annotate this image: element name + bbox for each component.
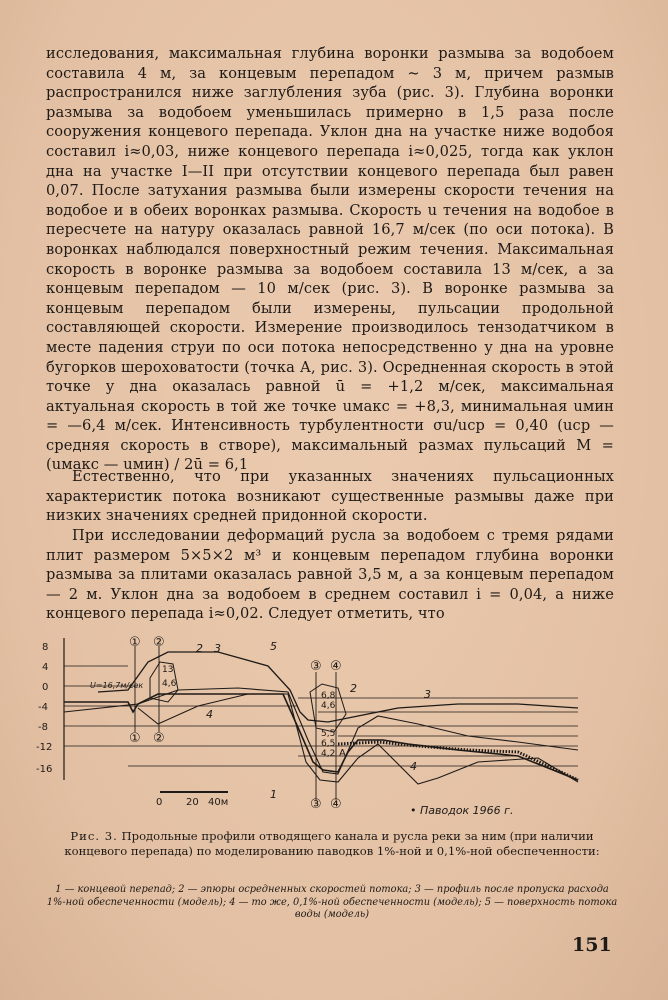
curve-label-4: 4: [206, 708, 213, 721]
value-label: 6,5: [321, 739, 336, 749]
y-tick-label: 0: [42, 682, 49, 693]
value-label: 6,8: [321, 691, 336, 701]
section-label-2: ②: [153, 731, 165, 746]
scale-label: 40м: [208, 797, 229, 808]
curve-label-3: 3: [214, 642, 221, 655]
value-label: 4,6: [321, 701, 336, 711]
curve-label-2: 2: [350, 682, 357, 695]
y-tick-label: -12: [36, 742, 53, 753]
value-label: 4,2: [321, 749, 336, 759]
body-paragraph-2: Естественно, что при указанных значениях пульсационных характеристик потока возникают существенные размывы даже при низких значениях средней придонной скорости.: [46, 468, 614, 525]
curve-label-5: 5: [270, 640, 277, 653]
section-label-1: ①: [129, 731, 141, 746]
section-label-3: ③: [310, 797, 322, 812]
curve-label-4: 4: [410, 760, 417, 773]
scale-label: 20: [186, 797, 199, 808]
y-tick-label: 8: [42, 642, 49, 653]
figure-caption: [46, 829, 618, 859]
y-tick-label: -16: [36, 764, 53, 775]
curve-label-2: 2: [196, 642, 203, 655]
section-label-4: ④: [330, 659, 342, 674]
caption-text: Продольные профили отводящего канала и русла реки за ним (при наличии концевого перепада) по моделированию паводков 1%-ной и 0,1%-ной обеспеченности:: [64, 829, 600, 858]
section-label-1: ①: [129, 635, 141, 650]
figure-3: [38, 632, 628, 822]
y-tick-label: 4: [42, 662, 49, 673]
value-label: 4,6: [162, 679, 177, 689]
scale-label: 0: [156, 797, 163, 808]
velocity-label: U=16,7м/сек: [90, 681, 144, 690]
figure-legend: 1 — концевой перепад; 2 — эпюры осредненных скоростей потока; 3 — профиль после пропуска расхода 1%-ной обеспеченности (модель); 4 — то же, 0,1%-ной обеспеченности (модель); 5 — поверхность потока воды (модель): [46, 884, 618, 920]
value-label: 5,5: [321, 729, 336, 739]
page-number: 151: [572, 934, 612, 956]
flood-label: • Паводок 1966 г.: [410, 804, 514, 817]
section-label-2: ②: [153, 635, 165, 650]
body-paragraph-1: исследования, максимальная глубина воронки размыва за водобоем составила 4 м, за концевым перепадом ~ 3 м, причем размыв распространился ниже заглубления зуба (рис. 3). Глубина воронки размыва за водобоем уменьшилась примерно в 1,5 раза после сооружения концевого перепада. Уклон дна на участке ниже водобоя составил i≈0,03, ниже концевого перепада i≈0,025, тогда как уклон дна на участке I—II при отсутствии концевого перепада был равен 0,07. После затухания размыва были измерены скорости течения на водобое и в обеих воронках размыва. Скорость u течения на водобое в пересчете на натуру оказалась равной 16,7 м/сек (по оси потока). В воронках наблюдался поверхностный режим течения. Максимальная скорость в воронке размыва за водобоем составила 13 м/сек, а за концевым перепадом — 10 м/сек (рис. 3). В воронке размыва за концевым перепадом были измерены, пульсации продольной составляющей скорости. Измерение производилось тензодатчиком в месте падения струи по оси потока непосредственно у дна на уровне бугорков шероховатости (точка А, рис. 3). Осредненная скорость в этой точке у дна оказалась равной ū = +1,2 м/сек, максимальная актуальная скорость в той же точке uмакс = +8,3, минимальная uмин = —6,4 м/сек. Интенсивность турбулентности σu/uср = 0,40 (uср — средняя скорость в створе), максимальный размах пульсаций M = (uмакс — uмин) / 2ū = 6,1: [46, 45, 614, 474]
curve-4-profile: [138, 694, 578, 784]
caption-label: Рис. 3.: [70, 829, 118, 843]
y-tick-label: -4: [38, 702, 48, 713]
y-tick-label: -8: [38, 722, 48, 733]
body-paragraph-3: При исследовании деформаций русла за водобоем с тремя рядами плит размером 5×5×2 м³ и концевым перепадом глубина воронки размыва за плитами оказалась равной 3,5 м, а за концевым перепадом — 2 м. Уклон дна за водобоем в среднем составил i = 0,04, а ниже концевого перепада i≈0,02. Следует отметить, что: [46, 527, 614, 623]
value-label: 13: [162, 665, 174, 675]
point-a-label: А: [339, 748, 346, 759]
curve-label-3: 3: [424, 688, 431, 701]
section-label-4: ④: [330, 797, 342, 812]
section-label-3: ③: [310, 659, 322, 674]
curve-label-1: 1: [270, 788, 277, 801]
